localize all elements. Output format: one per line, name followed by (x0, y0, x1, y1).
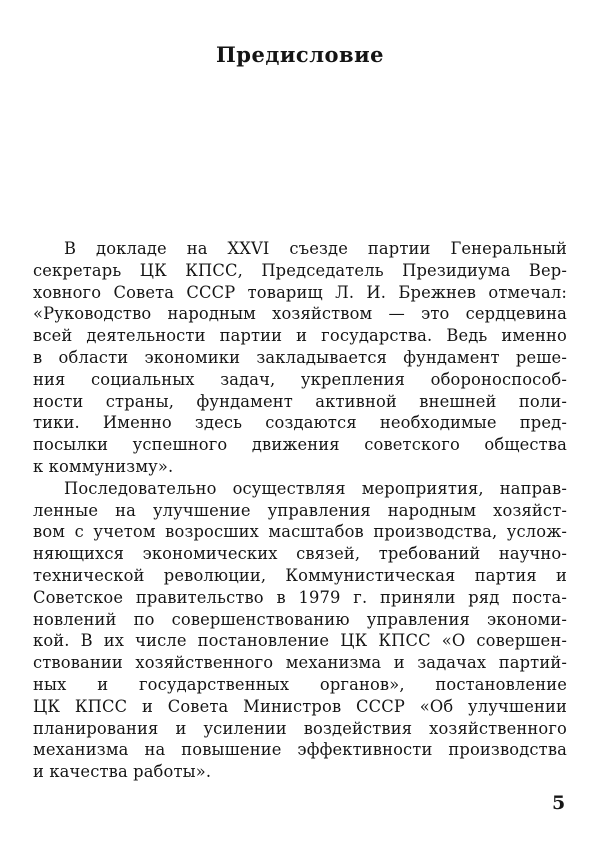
text-line: ховного Совета СССР товарищ Л. И. Брежнев отмечал: (33, 282, 567, 302)
page-number: 5 (552, 792, 566, 814)
text-line: Последовательно осуществляя мероприятия, направ- (64, 478, 567, 498)
text-line: ЦК КПСС и Совета Министров СССР «Об улучшении (33, 696, 567, 716)
text-line: ных и государственных органов», постановление (33, 674, 567, 694)
text-line: вом с учетом возросших масштабов производства, услож- (33, 522, 567, 542)
text-line: ленные на улучшение управления народным хозяйст- (33, 500, 567, 520)
text-line: няющихся экономических связей, требований научно- (33, 544, 567, 564)
text-line: В докладе на XXVI съезде партии Генеральный (64, 239, 567, 258)
text-line: Советское правительство в 1979 г. приняли ряд поста- (33, 587, 567, 607)
text-line: посылки успешного движения советского общества (33, 435, 567, 455)
text-line: к коммунизму». (33, 456, 174, 476)
page-title: Предисловие (215, 42, 385, 68)
text-line: кой. В их числе постановление ЦК КПСС «О совершен- (33, 631, 567, 651)
paragraph-2 (33, 478, 567, 783)
text-line: тики. Именно здесь создаются необходимые пред- (33, 413, 567, 433)
text-line: ности страны, фундамент активной внешней поли- (33, 391, 567, 411)
body-text (33, 238, 567, 783)
text-line: механизма на повышение эффективности производства (33, 740, 567, 760)
text-line: планирования и усилении воздействия хозяйственного (33, 718, 567, 738)
text-line: всей деятельности партии и государства. Ведь именно (33, 326, 567, 346)
text-line: ствовании хозяйственного механизма и задачах партий- (33, 653, 567, 673)
text-line: в области экономики закладывается фундамент реше- (33, 347, 567, 367)
text-line: секретарь ЦК КПСС, Председатель Президиума Вер- (33, 260, 567, 280)
text-line: «Руководство народным хозяйством — это сердцевина (33, 304, 567, 324)
text-line: ния социальных задач, укрепления обороноспособ- (33, 369, 567, 389)
text-line: и качества работы». (33, 762, 212, 782)
paragraph-1 (33, 238, 567, 478)
text-line: новлений по совершенствованию управления экономи- (33, 609, 567, 629)
text-line: технической революции, Коммунистическая партия и (33, 565, 567, 585)
